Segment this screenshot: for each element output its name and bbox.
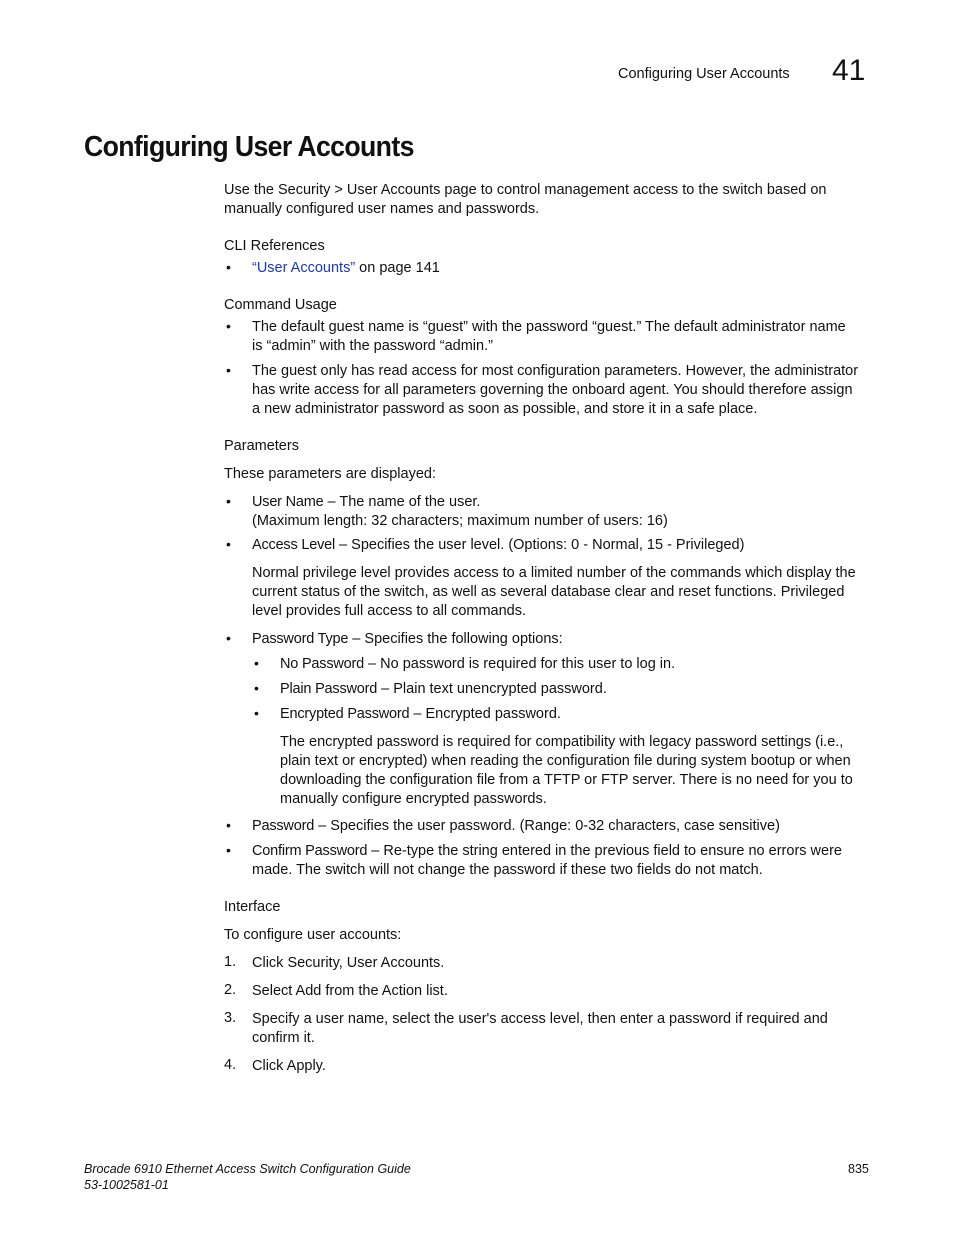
option-desc: – Encrypted password. [409, 706, 561, 722]
note-line: The encrypted password is required for compatibility with legacy password settings (i.e., [280, 734, 844, 750]
param-desc-line: made. The switch will not change the password if these two fields do not match. [252, 862, 763, 878]
access-level-note [252, 564, 872, 621]
step-number: 1. [224, 954, 237, 970]
option-term: No Password [280, 656, 365, 672]
param-desc: – Specifies the user password. (Range: 0-32 characters, case sensitive) [314, 818, 780, 834]
option-encrypted-password [280, 705, 872, 724]
usage-bullet: • [226, 362, 231, 378]
intro-paragraph [224, 181, 874, 219]
usage-item [252, 318, 872, 356]
usage-item [252, 362, 872, 419]
user-accounts-link[interactable]: “User Accounts” [252, 260, 356, 276]
param-confirm-password [252, 842, 872, 880]
footer-guide-title: Brocade 6910 Ethernet Access Switch Configuration Guide [84, 1162, 411, 1176]
param-desc: – Specifies the user level. (Options: 0 - Normal, 15 - Privileged) [335, 537, 745, 553]
step-text: Click Security, User Accounts. [252, 955, 445, 971]
cli-references-heading: CLI References [224, 238, 325, 254]
parameters-heading: Parameters [224, 438, 299, 454]
note-line: current status of the switch, as well as several database clear and reset functions. Privileged [252, 584, 845, 600]
step-line: Specify a user name, select the user's access level, then enter a password if required and [252, 1011, 828, 1027]
param-bullet: • [226, 493, 231, 509]
option-no-password [280, 655, 872, 674]
sub-bullet: • [254, 705, 259, 721]
chapter-number: 41 [832, 54, 866, 87]
usage-line: The default guest name is “guest” with the password “guest.” The default administrator name [252, 319, 846, 335]
note-line: plain text or encrypted) when reading the configuration file during system bootup or when [280, 753, 851, 769]
usage-line: a new administrator password as soon as possible, and store it in a safe place. [252, 401, 758, 417]
note-line: manually configure encrypted passwords. [280, 791, 547, 807]
param-password [252, 817, 872, 836]
interface-heading: Interface [224, 899, 281, 915]
usage-line: has write access for all parameters governing the onboard agent. You should therefore assign [252, 382, 853, 398]
option-desc: – No password is required for this user to log in. [364, 656, 676, 672]
param-bullet: • [226, 630, 231, 646]
sub-bullet: • [254, 655, 259, 671]
note-line: Normal privilege level provides access to a limited number of the commands which display the [252, 565, 856, 581]
step-number: 4. [224, 1057, 237, 1073]
usage-line: The guest only has read access for most configuration parameters. However, the administrator [252, 363, 859, 379]
step-text: Click Apply. [252, 1058, 326, 1074]
footer-doc-id: 53-1002581-01 [84, 1178, 169, 1192]
step-line: confirm it. [252, 1030, 315, 1046]
param-term: Password [252, 818, 315, 834]
command-usage-heading: Command Usage [224, 297, 337, 313]
param-term: Access Level [252, 537, 336, 553]
sub-bullet: • [254, 680, 259, 696]
option-plain-password [280, 680, 872, 699]
param-desc: – The name of the user. [323, 494, 481, 510]
interface-intro: To configure user accounts: [224, 927, 402, 943]
encrypted-password-note [280, 733, 872, 809]
param-access-level [252, 536, 872, 555]
usage-bullet: • [226, 318, 231, 334]
option-term: Encrypted Password [280, 706, 410, 722]
param-user-name [252, 493, 872, 531]
cli-reference-item [252, 259, 872, 278]
usage-line: is “admin” with the password “admin.” [252, 338, 493, 354]
param-bullet: • [226, 842, 231, 858]
param-password-type [252, 630, 872, 649]
step-text [252, 1010, 872, 1048]
param-desc: – Re-type the string entered in the previous field to ensure no errors were [367, 843, 842, 859]
step-number: 3. [224, 1010, 237, 1026]
footer-page-number: 835 [848, 1162, 869, 1176]
parameters-intro: These parameters are displayed: [224, 466, 436, 482]
running-header-title: Configuring User Accounts [618, 66, 790, 82]
param-term: Confirm Password [252, 843, 368, 859]
cli-page-ref: on page 141 [355, 260, 440, 276]
param-term: Password Type [252, 631, 349, 647]
note-line: downloading the configuration file from a TFTP or FTP server. There is no need for you to [280, 772, 853, 788]
param-desc: – Specifies the following options: [348, 631, 563, 647]
intro-line: Use the Security > User Accounts page to control management access to the switch based on [224, 182, 827, 198]
option-desc: – Plain text unencrypted password. [377, 681, 607, 697]
option-term: Plain Password [280, 681, 378, 697]
note-line: level provides full access to all commands. [252, 603, 527, 619]
cli-bullet: • [226, 259, 231, 275]
param-term: User Name [252, 494, 324, 510]
step-text: Select Add from the Action list. [252, 983, 448, 999]
page-title: Configuring User Accounts [84, 131, 414, 163]
param-desc-line: (Maximum length: 32 characters; maximum number of users: 16) [252, 513, 668, 529]
step-number: 2. [224, 982, 237, 998]
param-bullet: • [226, 817, 231, 833]
param-bullet: • [226, 536, 231, 552]
intro-line: manually configured user names and passwords. [224, 201, 540, 217]
